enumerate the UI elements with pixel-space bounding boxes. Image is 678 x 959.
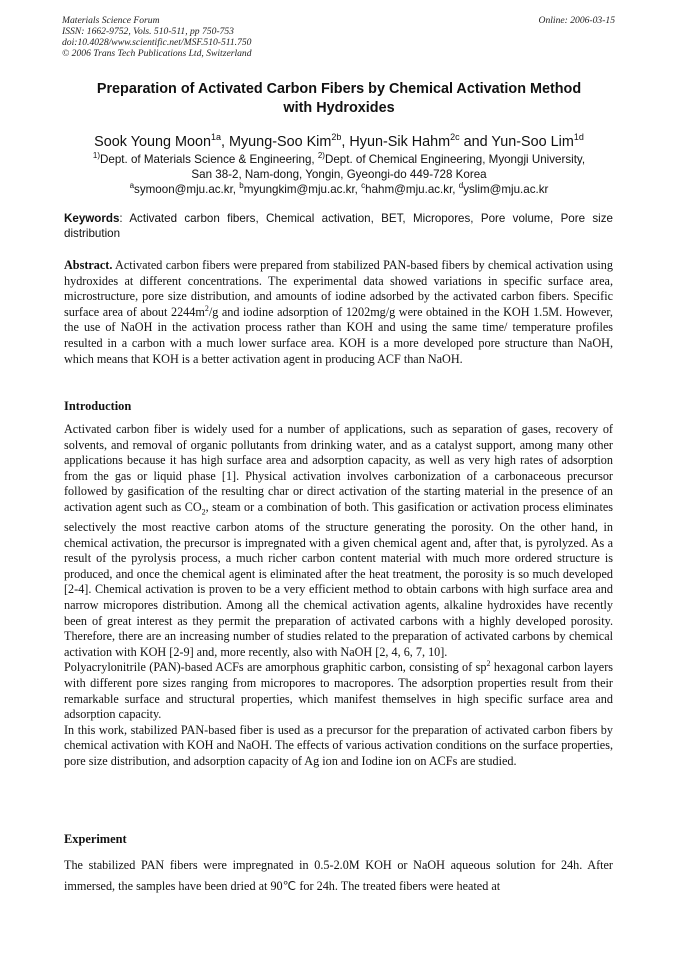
author-sup: 1a (210, 132, 221, 143)
journal-name: Materials Science Forum (62, 15, 160, 26)
abstract-sup: 2 (204, 303, 209, 313)
introduction-heading: Introduction (64, 399, 132, 413)
copyright-line: © 2006 Trans Tech Publications Ltd, Switzerland (62, 48, 252, 59)
author-name: Yun-Soo Lim (491, 134, 574, 150)
paper-title (60, 80, 618, 118)
experiment-heading: Experiment (64, 832, 127, 846)
keywords-label: Keywords (64, 212, 120, 225)
title-line-1: Preparation of Activated Carbon Fibers by Chemical Activation Method (96, 81, 582, 97)
affiliations (40, 152, 638, 197)
paragraph (64, 660, 613, 722)
email-address[interactable]: hahm@mju.ac.kr, (365, 183, 459, 196)
affiliation-address: San 38-2, Nam-dong, Yongin, Gyeongi-do 449-728 Korea (191, 168, 487, 181)
email-address[interactable]: yslim@mju.ac.kr (463, 183, 549, 196)
paragraph-text: , steam or a combination of both. This gasification or activation process eliminates selectively the most reactive carbon atoms of the structure generating the porosity. On the other hand, in chemical activation, the precursor is impregnated with a given chemical agent and, after that, is pyrolyzed. As a result of the pyrolysis process, a much richer carbon content material with much more ordered structure is produced, and once the chemical agent is eliminated after the heat treatment, the porosity is so much developed [2-4]. Chemical activation is proven to be a very efficient method to obtain carbons with high surface area and narrow micropores distribution. Among all the chemical activation agents, alkaline hydroxides have recently been of great interest as they permit the preparation of activated carbons with a highly developed porosity. Therefore, there are an increasing number of studies related to the preparation of activated carbons by chemical activation with KOH [2-9] and, more recently, also with NaOH [2, 4, 6, 7, 10]. (64, 499, 613, 659)
abstract-text: /g and iodine adsorption of 1202mg/g were obtained in the KOH 1.5M. However, the use of NaOH in the activation process rather than KOH and using the same time/ temperature profiles resulted in a carbon with a much lower surface area. KOH is a more developed pore structure than NaOH, which means that KOH is a better activation agent in producing ACF than NaOH. (64, 304, 613, 366)
affiliation-depts (40, 152, 638, 167)
affil-sup: 2) (317, 151, 325, 161)
author-sup: 1d (573, 132, 584, 143)
email-sup: d (458, 181, 464, 191)
author-sep: , (341, 134, 350, 150)
affil-dept-2: Dept. of Chemical Engineering, Myongji University, (324, 153, 586, 166)
author-sep: , (221, 134, 229, 150)
abstract-label: Abstract. (64, 258, 113, 272)
email-sup: c (361, 181, 366, 191)
journal-header (62, 15, 252, 59)
doi-line[interactable]: doi:10.4028/www.scientific.net/MSF.510-511.750 (62, 37, 252, 48)
paragraph: In this work, stabilized PAN-based fiber is used as a precursor for the preparation of activated carbon fibers by chemical activation with KOH and NaOH. The effects of various activation conditions on the surface properties, pore size distribution, and adsorption capacity of Ag ion and Iodine ion on ACFs are studied. (64, 722, 613, 768)
experiment-body (64, 855, 613, 897)
online-date: Online: 2006-03-15 (538, 15, 615, 26)
keywords-text: : Activated carbon fibers, Chemical activation, BET, Micropores, Pore volume, Pore size distribution (64, 212, 613, 240)
issn-line: ISSN: 1662-9752, Vols. 510-511, pp 750-753 (62, 26, 234, 37)
email-address[interactable]: symoon@mju.ac.kr, (134, 183, 240, 196)
paragraph (64, 422, 613, 660)
email-sup: a (129, 181, 135, 191)
email-address[interactable]: myungkim@mju.ac.kr, (243, 183, 362, 196)
author-name: Myung-Soo Kim (229, 134, 332, 150)
paragraph-text: Polyacrylonitrile (PAN)-based ACFs are amorphous graphitic carbon, consisting of sp (64, 660, 487, 675)
paragraph-text: Activated carbon fiber is widely used for a number of applications, such as separation of gases, recovery of solvents, and removal of organic pollutants from drinking water, and as a catalyst support, among many other applications because it has high surface area and adsorption capacity, as well as very high rates of adsorption from the gas or liquid phase [1]. Physical activation involves carbonization of a carbonaceous precursor followed by gasification of the resulting char or direct activation of the starting material in the presence of an activation agent such as CO (64, 422, 613, 514)
author-sup: 2b (331, 132, 342, 143)
abstract (64, 258, 613, 367)
author-sup: 2c (450, 132, 460, 143)
subscript: 2 (201, 507, 206, 517)
email-sup: b (239, 181, 244, 191)
author-name: Hyun-Sik Hahm (349, 134, 451, 150)
paragraph: The stabilized PAN fibers were impregnated in 0.5-2.0M KOH or NaOH aqueous solution for 24h. After immersed, the samples have been dried at 90℃ for 24h. The treated fibers were heated at (64, 858, 613, 893)
paragraph-text: hexagonal carbon layers with different pore sizes ranging from micropores to macropores. The adsorption properties result from their remarkable surface and structural properties, which manifest themselves in high specific surface area and adsorption capacity. (64, 660, 613, 722)
author-list (40, 133, 638, 151)
author-sep: and (459, 134, 492, 150)
abstract-text: Activated carbon fibers were prepared from stabilized PAN-based fibers by chemical activation using hydroxides at different concentrations. The experimental data showed variations in specific surface area, microstructure, pore size distribution, and amounts of iodine adsorbed by the activated carbon fibers. Specific surface area of about 2244m (64, 258, 613, 319)
keywords (64, 211, 613, 241)
email-list (40, 182, 638, 197)
author-name: Sook Young Moon (94, 134, 211, 150)
title-line-2: with Hydroxides (283, 100, 395, 116)
affil-sup: 1) (92, 151, 101, 161)
superscript: 2 (486, 659, 491, 669)
introduction-body (64, 422, 613, 770)
affil-dept-1: Dept. of Materials Science & Engineering, (100, 153, 318, 166)
